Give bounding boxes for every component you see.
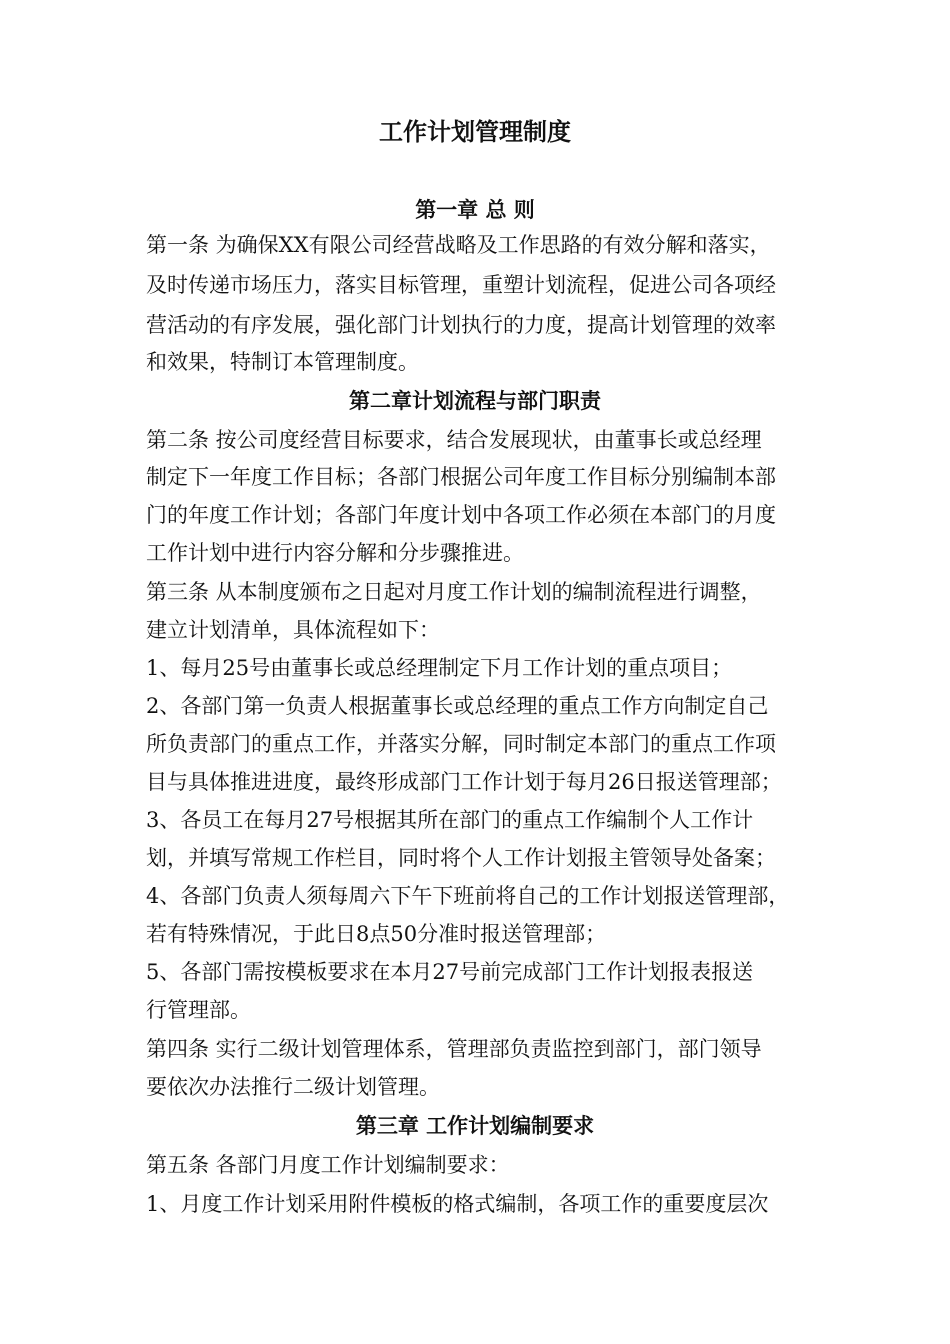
article-3-item: 3、各员工在每月27号根据其所在部门的重点工作编制个人工作计 [146,808,754,832]
article-5-line: 1、月度工作计划采用附件模板的格式编制，各项工作的重要度层次 [146,1192,769,1216]
article-1-line: 第一条 为确保XX有限公司经营战略及工作思路的有效分解和落实， [146,233,771,257]
chapter-2-heading: 第二章计划流程与部门职责 [349,389,601,413]
article-3-item: 若有特殊情况，于此日8点50分准时报送管理部； [146,922,607,946]
article-3-line: 第三条 从本制度颁布之日起对月度工作计划的编制流程进行调整， [146,580,762,604]
article-5-line: 第五条 各部门月度工作计划编制要求： [146,1153,510,1177]
article-3-item: 行管理部。 [146,998,251,1022]
article-1-line: 和效果，特制订本管理制度。 [146,350,419,374]
article-1-line: 及时传递市场压力，落实目标管理，重塑计划流程，促进公司各项经 [146,273,776,297]
article-3-item: 所负责部门的重点工作，并落实分解，同时制定本部门的重点工作项 [146,732,776,756]
article-3-item: 4、各部门负责人须每周六下午下班前将自己的工作计划报送管理部， [146,884,790,908]
article-3-item: 目与具体推进进度，最终形成部门工作计划于每月26日报送管理部； [146,770,782,794]
article-2-line: 制定下一年度工作目标；各部门根据公司年度工作目标分别编制本部 [146,465,776,489]
article-3-item: 2、各部门第一负责人根据董事长或总经理的重点工作方向制定自己 [146,694,769,718]
chapter-3-heading: 第三章 工作计划编制要求 [355,1114,595,1138]
article-3-item: 1、每月25号由董事长或总经理制定下月工作计划的重点项目； [146,656,733,680]
article-3-item: 5、各部门需按模板要求在本月27号前完成部门工作计划报表报送 [146,960,754,984]
chapter-1-heading: 第一章 总 则 [415,198,535,222]
article-2-line: 门的年度工作计划；各部门年度计划中各项工作必须在本部门的月度 [146,503,776,527]
article-4-line: 第四条 实行二级计划管理体系，管理部负责监控到部门，部门领导 [146,1037,762,1061]
article-3-item: 划，并填写常规工作栏目，同时将个人工作计划报主管领导处备案； [146,846,776,870]
article-3-line: 建立计划清单，具体流程如下： [146,618,440,642]
article-2-line: 第二条 按公司度经营目标要求，结合发展现状，由董事长或总经理 [146,428,762,452]
article-1-line: 营活动的有序发展，强化部门计划执行的力度，提高计划管理的效率 [146,313,776,337]
document-title: 工作计划管理制度 [379,118,571,146]
article-2-line: 工作计划中进行内容分解和分步骤推进。 [146,541,524,565]
article-4-line: 要依次办法推行二级计划管理。 [146,1075,440,1099]
